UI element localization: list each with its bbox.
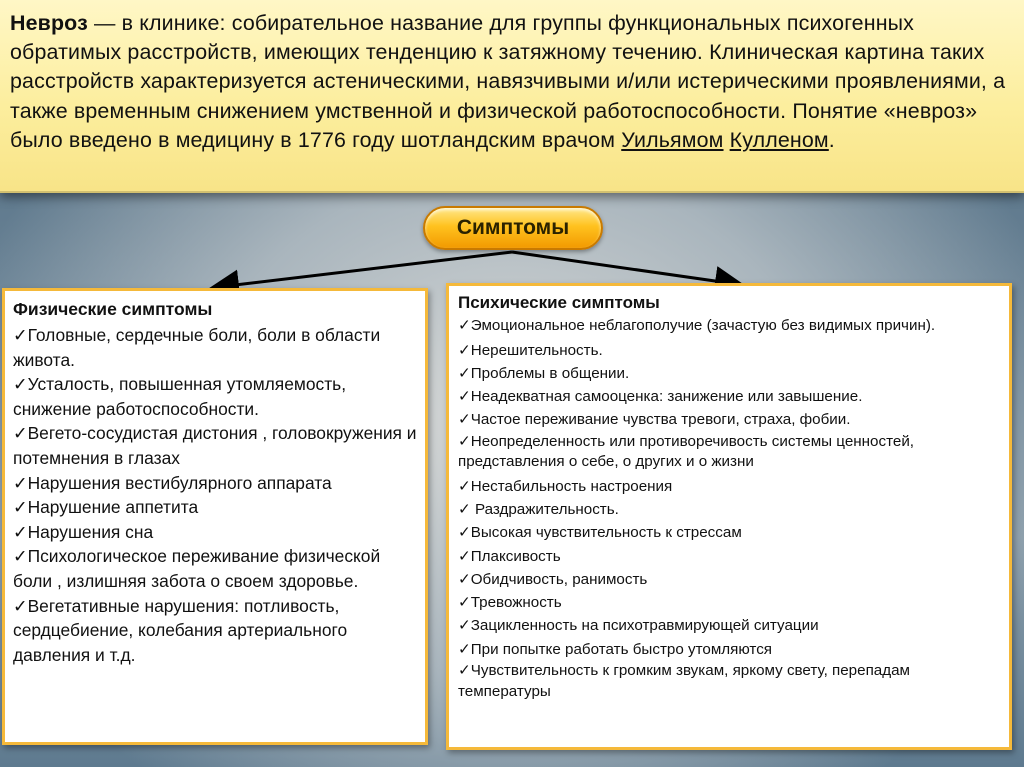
link-william[interactable]: Уильямом <box>621 127 724 152</box>
list-item: ✓Высокая чувствительность к стрессам <box>458 524 742 542</box>
physical-symptoms-box <box>2 288 428 745</box>
term-neurosis: Невроз <box>10 11 88 35</box>
list-item: ✓Вегето-сосудистая дистония , головокружения и потемнения в глазах <box>13 423 417 468</box>
definition-text: Невроз — в клинике: собирательное название для группы функциональных психогенных обратимых расстройств, имеющих тенденцию к затяжному течению. Клиническая картина таких расстройств характеризуется астеническими, навязчивыми и/или истерическими проявлениями, а также временным снижением умственной и физической работоспособности. Понятие «невроз» было введено в медицину в 1776 году шотландским врачом Уильямом Кулленом. <box>10 11 1006 152</box>
list-item: ✓Частое переживание чувства тревоги, страха, фобии. <box>458 411 851 429</box>
list-item: ✓Нестабильность настроения <box>458 477 673 495</box>
list-item: ✓Нарушения вестибулярного аппарата <box>13 472 332 493</box>
list-item: ✓Нерешительность. <box>458 341 603 359</box>
mental-symptoms-box <box>446 283 1012 750</box>
list-item: ✓Головные, сердечные боли, боли в области живота. <box>13 325 381 370</box>
arrow-left <box>218 252 512 287</box>
list-item: ✓Зацикленность на психотравмирующей ситуации <box>458 617 819 635</box>
list-item: ✓Усталость, повышенная утомляемость, снижение работоспособности. <box>13 374 347 419</box>
definition-body: — в клинике: собирательное название для группы функциональных психогенных обратимых расстройств, имеющих тенденцию к затяжному течению. Клиническая картина таких расстройств характеризуется астеническими, навязчивыми и/или истерическими проявлениями, а также временным снижением умственной и физической работоспособности. Понятие «невроз» было введено в медицину в 1776 году шотландским врачом <box>10 11 1006 152</box>
list-item: ✓Неадекватная самооценка: занижение или завышение. <box>458 388 863 406</box>
symptoms-button[interactable]: Симптомы <box>423 206 603 250</box>
link-cullen[interactable]: Кулленом <box>729 127 829 152</box>
list-item: ✓Вегетативные нарушения: потливость, сердцебиение, колебания артериального давления и т.д. <box>13 595 348 665</box>
list-item: ✓Обидчивость, ранимость <box>458 570 648 588</box>
list-item: ✓Нарушение аппетита <box>13 497 199 518</box>
arrow-right <box>512 252 736 284</box>
mental-symptoms-title: Психические симптомы <box>458 293 660 312</box>
list-item: ✓Психологическое переживание физической боли , излишняя забота о своем здоровье. <box>13 546 381 591</box>
list-item: ✓При попытке работать быстро утомляются <box>458 640 773 658</box>
list-item: ✓ Раздражительность. <box>458 500 619 518</box>
list-item: ✓Проблемы в общении. <box>458 364 630 382</box>
list-item: ✓Нарушения сна <box>13 521 154 542</box>
list-item: ✓Чувствительность к громким звукам, яркому свету, перепадам температуры <box>458 662 910 700</box>
list-item: ✓Эмоциональное неблагополучие (зачастую без видимых причин). <box>458 317 936 334</box>
physical-symptoms-title: Физические симптомы <box>13 299 213 319</box>
list-item: ✓Тревожность <box>458 594 562 612</box>
list-item: ✓Плаксивость <box>458 547 561 565</box>
list-item: ✓Неопределенность или противоречивость системы ценностей, представления о себе, о других и о жизни <box>458 432 915 471</box>
